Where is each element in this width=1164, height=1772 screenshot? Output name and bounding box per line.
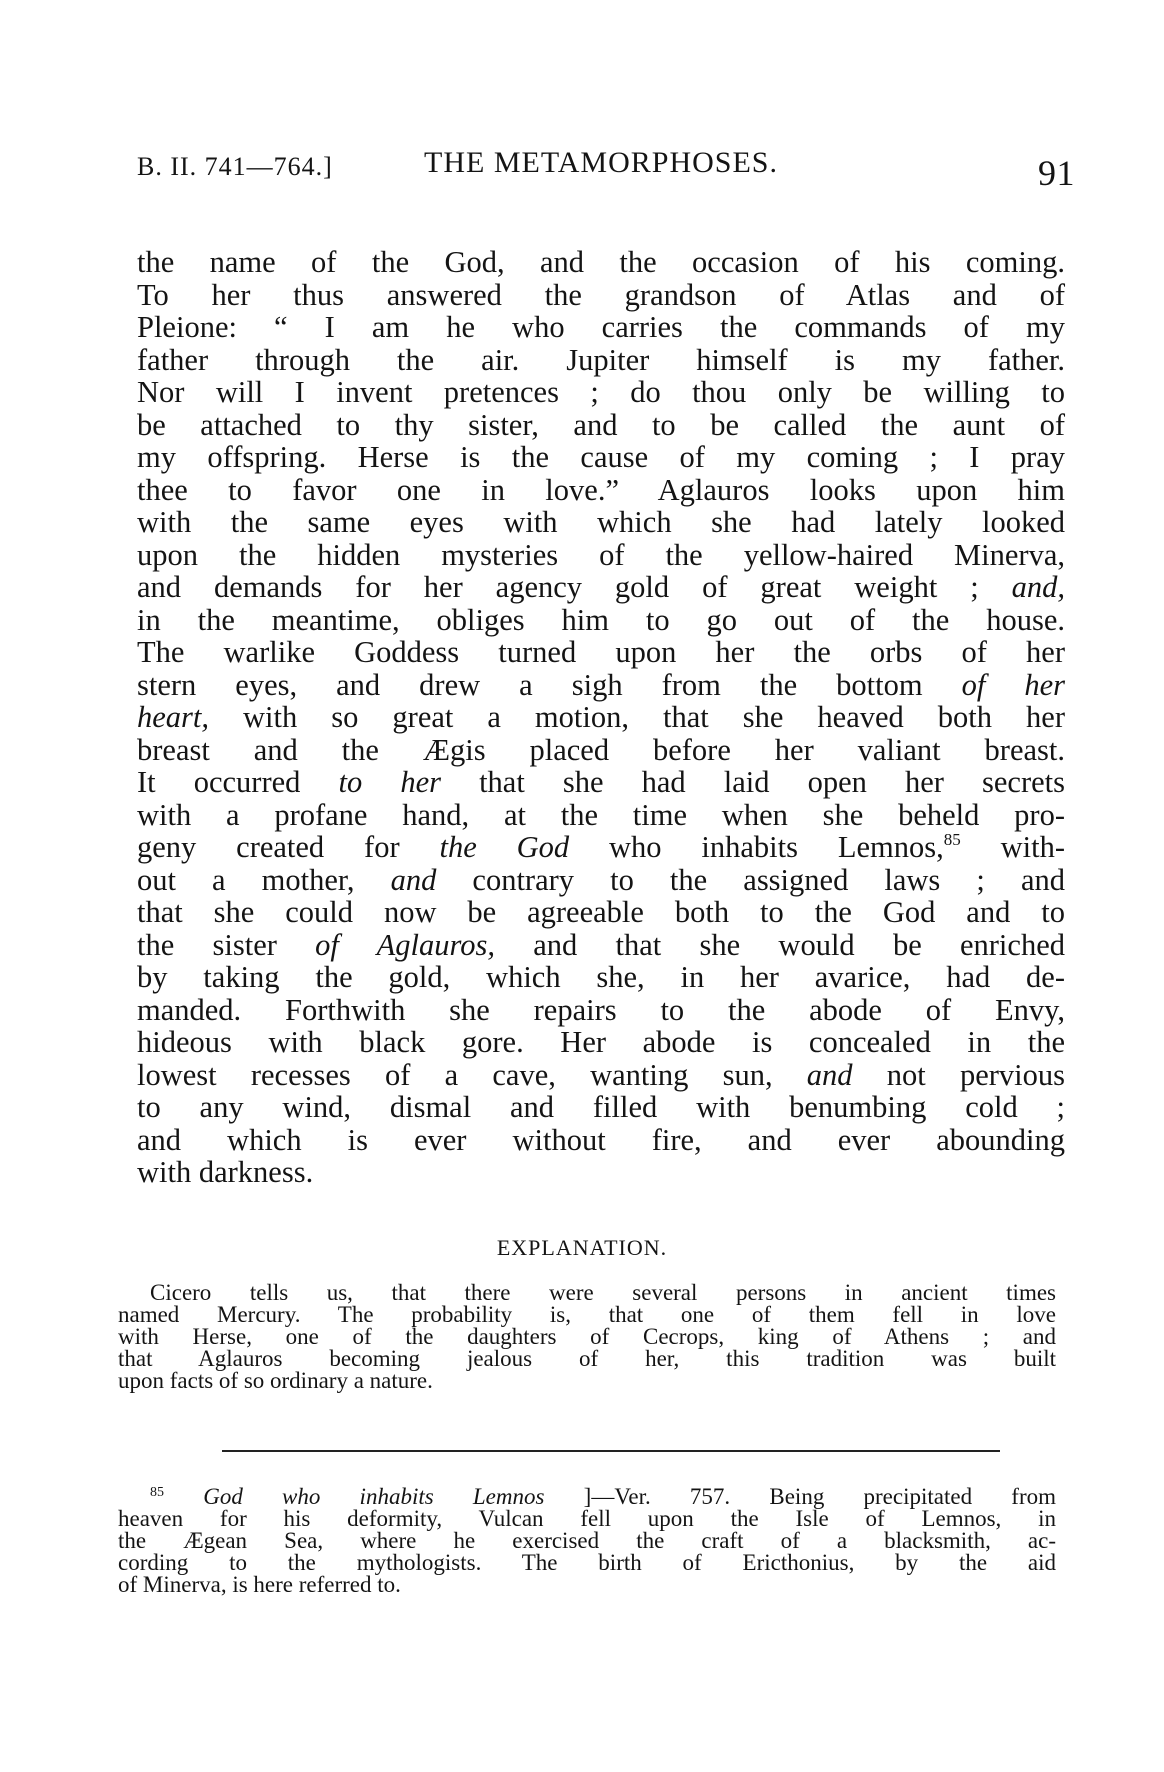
- text-run: and which is ever without fire, and ever abounding: [137, 1122, 1065, 1157]
- text-line: [137, 539, 1065, 572]
- italic-text: and,: [1011, 570, 1065, 604]
- text-run: manded. Forthwith she repairs to the abode of Envy,: [137, 992, 1065, 1027]
- text-line: [137, 376, 1065, 409]
- explanation-line: upon facts of so ordinary a nature.: [118, 1368, 433, 1393]
- text-line: [137, 571, 1065, 604]
- text-line: [137, 1026, 1065, 1059]
- text-run: who inhabits Lemnos,: [569, 830, 944, 864]
- text-run: geny created for: [137, 830, 440, 864]
- text-line: [137, 1156, 1065, 1189]
- italic-text: God who inhabits Lemnos: [203, 1484, 545, 1509]
- text-line: [137, 1124, 1065, 1157]
- text-run: The warlike Goddess turned upon her the orbs of her: [137, 635, 1065, 669]
- text-line: [137, 474, 1065, 507]
- text-run: with the same eyes with which she had lately looked: [137, 505, 1065, 539]
- text-run: Nor will I invent pretences ; do thou only be willing to: [137, 375, 1065, 409]
- text-line: [137, 1059, 1065, 1092]
- text-run: out a mother,: [137, 862, 391, 897]
- footnote-reference: 85: [943, 830, 961, 849]
- text-run: the name of the God, and the occasion of his coming.: [137, 245, 1065, 279]
- italic-text: to her: [338, 765, 441, 799]
- text-line: [137, 311, 1065, 344]
- explanation-heading: EXPLANATION.: [496, 1235, 668, 1260]
- footnote-line: [118, 1574, 1056, 1596]
- text-run: and demands for her agency gold of great weight ;: [137, 570, 1012, 604]
- text-run: cording to the mythologists. The birth of Ericthonius, by the aid: [118, 1550, 1056, 1575]
- explanation-line: named Mercury. The probability is, that one of them fell in love: [118, 1302, 1056, 1327]
- text-run: be attached to thy sister, and to be called the aunt of: [137, 407, 1065, 442]
- page-number: 91: [1038, 153, 1075, 193]
- text-line: [137, 896, 1065, 929]
- text-line: [137, 994, 1065, 1027]
- text-run: lowest recesses of a cave, wanting sun,: [137, 1057, 807, 1092]
- text-run: Pleione: “ I am he who carries the commands of my: [137, 310, 1065, 344]
- text-line: [137, 831, 1065, 864]
- footnote-line: [118, 1486, 1056, 1508]
- text-line: [137, 246, 1065, 279]
- text-run: my offspring. Herse is the cause of my coming ; I pray: [137, 440, 1065, 474]
- footnote-line: [118, 1530, 1056, 1552]
- text-line: [137, 409, 1065, 442]
- text-run: with-: [960, 830, 1065, 864]
- text-line: [137, 1091, 1065, 1124]
- text-run: upon the hidden mysteries of the yellow-haired Minerva,: [137, 537, 1065, 572]
- explanation-line: Cicero tells us, that there were several persons in ancient times: [150, 1280, 1056, 1305]
- text-run: to any wind, dismal and filled with benumbing cold ;: [137, 1090, 1065, 1124]
- text-run: not pervious: [852, 1057, 1066, 1092]
- text-line: [137, 961, 1065, 994]
- italic-text: heart,: [137, 700, 210, 734]
- text-line: [137, 701, 1065, 734]
- text-run: thee to favor one in love.” Aglauros looks upon him: [137, 472, 1065, 507]
- text-line: [137, 766, 1065, 799]
- footnote-line: [118, 1552, 1056, 1574]
- footnote-line: [118, 1508, 1056, 1530]
- text-run: To her thus answered the grandson of Atlas and of: [137, 277, 1065, 312]
- text-run: contrary to the assigned laws ; and: [436, 862, 1065, 897]
- text-run: with so great a motion, that she heaved both her: [209, 700, 1065, 734]
- running-title: THE METAMORPHOSES.: [424, 146, 778, 179]
- text-run: that she had laid open her secrets: [440, 765, 1065, 799]
- text-run: It occurred: [137, 765, 339, 799]
- text-line: [137, 734, 1065, 767]
- text-line: [137, 669, 1065, 702]
- text-run: the Ægean Sea, where he exercised the craft of a blacksmith, ac-: [118, 1528, 1056, 1553]
- footnote-reference: 85: [150, 1485, 164, 1500]
- text-line: [137, 864, 1065, 897]
- explanation-text: [118, 1282, 1056, 1392]
- text-line: [137, 344, 1065, 377]
- text-run: in the meantime, obliges him to go out of the house.: [137, 602, 1065, 637]
- footnote-rule: [222, 1450, 1000, 1452]
- text-line: [137, 506, 1065, 539]
- footnote: [118, 1486, 1056, 1596]
- text-run: by taking the gold, which she, in her avarice, had de-: [137, 960, 1065, 994]
- text-run: with a profane hand, at the time when she beheld pro-: [137, 797, 1065, 832]
- italic-text: the God: [439, 830, 570, 864]
- text-run: ]—Ver. 757. Being precipitated from: [544, 1484, 1056, 1509]
- text-line: [137, 929, 1065, 962]
- main-text: [137, 246, 1065, 1189]
- text-line: [137, 799, 1065, 832]
- text-run: of Minerva, is here referred to.: [118, 1572, 401, 1597]
- text-line: [137, 636, 1065, 669]
- text-run: the sister: [137, 927, 316, 962]
- text-line: [137, 604, 1065, 637]
- text-run: heaven for his deformity, Vulcan fell upon the Isle of Lemnos, in: [118, 1506, 1056, 1531]
- italic-text: of Aglauros,: [315, 927, 495, 962]
- text-run: with darkness.: [137, 1155, 314, 1189]
- text-run: stern eyes, and drew a sigh from the bottom: [137, 667, 962, 702]
- italic-text: of her: [961, 667, 1065, 702]
- text-run: hideous with black gore. Her abode is concealed in the: [137, 1025, 1065, 1059]
- italic-text: and: [806, 1057, 853, 1092]
- explanation-line: that Aglauros becoming jealous of her, this tradition was built: [118, 1346, 1056, 1371]
- text-run: that she could now be agreeable both to the God and to: [137, 895, 1065, 929]
- text-line: [137, 441, 1065, 474]
- italic-text: and: [390, 862, 437, 897]
- book-reference: B. II. 741—764.]: [137, 152, 333, 181]
- explanation-line: with Herse, one of the daughters of Cecrops, king of Athens ; and: [118, 1324, 1056, 1349]
- text-line: [137, 279, 1065, 312]
- text-run: breast and the Ægis placed before her valiant breast.: [137, 732, 1065, 767]
- text-run: and that she would be enriched: [494, 927, 1065, 962]
- running-head: [137, 146, 1075, 198]
- text-run: father through the air. Jupiter himself is my father.: [137, 342, 1065, 377]
